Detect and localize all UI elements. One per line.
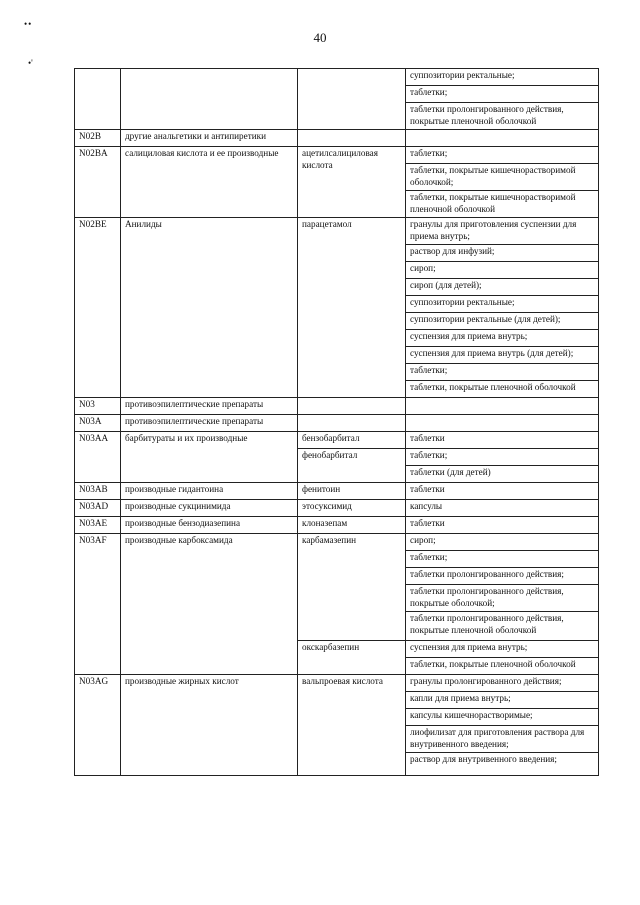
dosage-form: таблетки <box>410 433 445 443</box>
dosage-form: таблетки пролонгированного действия, покрытые пленочной оболочкой <box>410 613 564 635</box>
dosage-form: капсулы <box>410 501 443 511</box>
atc-code-cell: N03A <box>75 415 121 432</box>
atc-code-cell: N03AA <box>75 432 121 483</box>
group-name-cell: противоэпилептические препараты <box>121 398 298 415</box>
table-row <box>75 675 599 776</box>
dosage-form: таблетки, покрытые кишечнорастворимой оболочкой; <box>406 164 598 191</box>
table-row <box>75 130 599 147</box>
group-name-cell: барбитураты и их производные <box>121 432 298 483</box>
dosage-forms-cell <box>406 147 599 218</box>
dosage-form: сироп; <box>406 534 598 551</box>
dosage-form: таблетки пролонгированного действия, покрытые оболочкой; <box>406 585 598 612</box>
atc-code-cell: N02B <box>75 130 121 147</box>
dosage-forms-cell <box>406 130 599 147</box>
dosage-form: суппозитории ректальные (для детей); <box>406 313 598 330</box>
dosage-form <box>406 415 598 431</box>
table-row <box>75 218 599 398</box>
drug-name-cell: окскарбазепин <box>298 641 406 675</box>
drug-name-cell <box>298 69 406 130</box>
table-row <box>75 147 599 218</box>
dosage-form: гранулы для приготовления суспензии для приема внутрь; <box>406 218 598 245</box>
dosage-form <box>406 398 598 414</box>
dosage-form: капсулы кишечнорастворимые; <box>406 709 598 726</box>
dosage-form: таблетки <box>410 484 445 494</box>
table-row <box>75 415 599 432</box>
group-name-cell: производные сукцинимида <box>121 500 298 517</box>
dosage-form: суппозитории ректальные; <box>406 296 598 313</box>
drug-name-cell: фенитоин <box>298 483 406 500</box>
drug-name-cell: парацетамол <box>298 218 406 398</box>
drug-table <box>74 68 599 776</box>
dosage-forms-cell <box>406 483 599 500</box>
atc-code-cell: N03AE <box>75 517 121 534</box>
group-name-cell: противоэпилептические препараты <box>121 415 298 432</box>
group-name-cell: Анилиды <box>121 218 298 398</box>
atc-code-cell: N02BE <box>75 218 121 398</box>
atc-code-cell: N03AF <box>75 534 121 675</box>
drug-name-cell: ацетилсалициловая кислота <box>298 147 406 218</box>
table-row <box>75 69 599 130</box>
dosage-form: лиофилизат для приготовления раствора для внутривенного введения; <box>406 726 598 753</box>
dosage-form: суспензия для приема внутрь; <box>406 330 598 347</box>
dosage-form: суппозитории ректальные; <box>406 69 598 86</box>
table-row <box>75 483 599 500</box>
table-row <box>75 432 599 449</box>
drug-name-cell: этосуксимид <box>298 500 406 517</box>
drug-name-cell: бензобарбитал <box>298 432 406 449</box>
dosage-form <box>406 130 598 146</box>
dosage-forms-cell <box>406 675 599 776</box>
dosage-form: капли для приема внутрь; <box>406 692 598 709</box>
dosage-form: таблетки (для детей) <box>410 467 491 477</box>
drug-name-cell <box>298 398 406 415</box>
scan-marks: •• <box>24 19 33 29</box>
group-name-cell: производные карбоксамида <box>121 534 298 675</box>
dosage-forms-cell <box>406 415 599 432</box>
dosage-form: суспензия для приема внутрь (для детей); <box>406 347 598 364</box>
drug-name-cell <box>298 130 406 147</box>
drug-name-cell: вальпроевая кислота <box>298 675 406 776</box>
dosage-forms-cell <box>406 517 599 534</box>
drug-table-body <box>75 69 599 776</box>
group-name-cell: другие анальгетики и антипиретики <box>121 130 298 147</box>
table-row <box>75 398 599 415</box>
drug-name-cell: фенобарбитал <box>298 449 406 483</box>
dosage-form: таблетки; <box>406 364 598 381</box>
dosage-form: таблетки, покрытые кишечнорастворимой пленочной оболочкой <box>410 192 576 214</box>
table-row <box>75 517 599 534</box>
dosage-forms-cell <box>406 534 599 641</box>
dosage-form: раствор для инфузий; <box>406 245 598 262</box>
table-row <box>75 534 599 641</box>
dosage-form: таблетки, покрытые пленочной оболочкой <box>410 659 576 669</box>
drug-name-cell <box>298 415 406 432</box>
dosage-forms-cell <box>406 218 599 398</box>
group-name-cell: производные гидантоина <box>121 483 298 500</box>
dosage-forms-cell <box>406 432 599 449</box>
dosage-forms-cell <box>406 500 599 517</box>
atc-code-cell: N03AD <box>75 500 121 517</box>
dosage-forms-cell <box>406 641 599 675</box>
drug-name-cell: карбамазепин <box>298 534 406 641</box>
atc-code-cell: N03 <box>75 398 121 415</box>
dosage-form: таблетки, покрытые пленочной оболочкой <box>410 382 576 392</box>
group-name-cell <box>121 69 298 130</box>
dosage-form: таблетки пролонгированного действия, покрытые пленочной оболочкой <box>410 104 564 126</box>
atc-code-cell: N02BA <box>75 147 121 218</box>
group-name-cell: производные жирных кислот <box>121 675 298 776</box>
dosage-forms-cell <box>406 449 599 483</box>
atc-code-cell: N03AB <box>75 483 121 500</box>
dosage-form: гранулы пролонгированного действия; <box>406 675 598 692</box>
table-row <box>75 500 599 517</box>
group-name-cell: салициловая кислота и ее производные <box>121 147 298 218</box>
drug-name-cell: клоназепам <box>298 517 406 534</box>
scan-marks: •' <box>28 58 33 68</box>
dosage-form: сироп; <box>406 262 598 279</box>
dosage-form: суспензия для приема внутрь; <box>406 641 598 658</box>
dosage-form: таблетки <box>410 518 445 528</box>
dosage-form: таблетки; <box>406 86 598 103</box>
dosage-forms-cell <box>406 398 599 415</box>
dosage-form: таблетки пролонгированного действия; <box>406 568 598 585</box>
dosage-form: таблетки; <box>406 449 598 466</box>
dosage-form: таблетки; <box>406 147 598 164</box>
dosage-form: раствор для внутривенного введения; <box>410 754 557 764</box>
dosage-form: таблетки; <box>406 551 598 568</box>
page-number: 40 <box>313 30 327 45</box>
atc-code-cell <box>75 69 121 130</box>
atc-code-cell: N03AG <box>75 675 121 776</box>
dosage-forms-cell <box>406 69 599 130</box>
dosage-form: сироп (для детей); <box>406 279 598 296</box>
group-name-cell: производные бензодиазепина <box>121 517 298 534</box>
